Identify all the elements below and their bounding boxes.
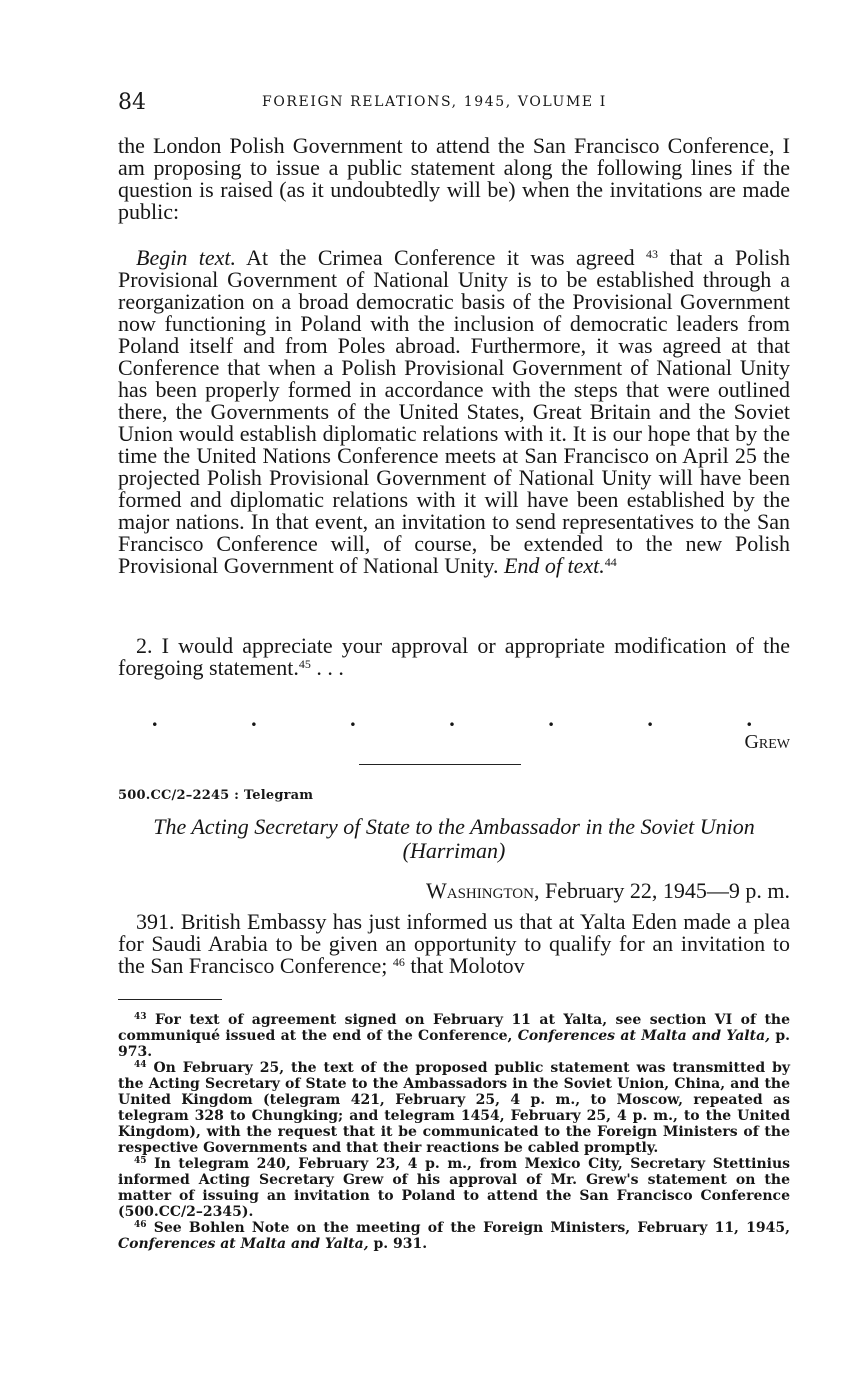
item391-text-part2: that Molotov	[410, 953, 525, 978]
numbered-paragraph-2	[118, 635, 790, 679]
footnote-ref-44: 44	[604, 555, 617, 569]
document-title-line: The Acting Secretary of State to the Ambassador in the Soviet Union	[153, 814, 755, 839]
footnote-45	[118, 1156, 790, 1220]
omission-dot: .	[449, 706, 455, 731]
page-header	[118, 90, 790, 116]
item2-ellipsis: . . .	[310, 655, 344, 680]
begin-text-label: Begin text.	[136, 245, 236, 270]
signature: Grew	[744, 731, 790, 753]
section-divider	[359, 764, 521, 765]
file-reference: 500.CC/2–2245 : Telegram	[118, 788, 314, 803]
footnote-text: In telegram 240, February 23, 4 p. m., from Mexico City, Secretary Stettinius informed Acting Secretary Grew of his approval of Mr. Grew's statement on the matter of issuing an invitation to Poland to attend the San Francisco Conference (500.CC/2–2345).	[118, 1156, 790, 1220]
omission-dot: .	[350, 706, 356, 731]
document-title	[118, 815, 790, 863]
running-title: FOREIGN RELATIONS, 1945, VOLUME I	[262, 94, 607, 110]
item391-text-part1: 391. British Embassy has just informed us that at Yalta Eden made a plea for Saudi Arabia to be given an opportunity to qualify for an invitation to the San Francisco Conference;	[118, 909, 790, 978]
footnote-divider	[118, 999, 222, 1000]
dateline-date: , February 22, 1945—9 p. m.	[533, 878, 790, 903]
footnote-43	[118, 1012, 790, 1060]
footnote-mark: 45	[134, 1156, 147, 1166]
document-recipient: (Harriman)	[402, 838, 506, 863]
omission-dot: .	[251, 706, 257, 731]
omission-dot: .	[548, 706, 554, 731]
quoted-statement	[118, 247, 790, 577]
omission-dot: .	[746, 706, 752, 731]
footnote-citation: Conferences at Malta and Yalta,	[118, 1236, 369, 1252]
footnote-mark: 44	[134, 1060, 147, 1070]
footnote-ref-45: 45	[298, 657, 311, 671]
footnote-text: For text of agreement signed on February 11 at Yalta, see section VI of the communiqué issued at the end of the Conference,	[118, 1012, 791, 1044]
omission-dot: .	[152, 706, 158, 731]
footnote-page: p. 931.	[373, 1236, 428, 1252]
quote-text-part2: that a Polish Provisional Government of National Unity is to be established through a reorganization on a broad democratic basis of the Provisional Government now functioning in Poland with the inclusion of democratic leaders from Poland itself and from Poles abroad. Furthermore, it was agreed at that Conference that when a Polish Provisional Government of National Unity has been properly formed in accordance with the steps that were outlined there, the Governments of the United States, Great Britain and the Soviet Union would establish diplomatic relations with it. It is our hope that by the time the United Nations Conference meets at San Francisco on April 25 the projected Polish Provisional Government of National Unity will have been formed and diplomatic relations with it will have been established by the major nations. In that event, an invitation to send representatives to the San Francisco Conference will, of course, be extended to the new Polish Provisional Government of National Unity.	[118, 245, 791, 578]
footnote-46	[118, 1220, 790, 1252]
item2-text: 2. I would appreciate your approval or appropriate modification of the foregoing statement.	[118, 633, 790, 680]
end-text-label: End of text.	[503, 553, 605, 578]
telegram-paragraph-391	[118, 911, 790, 977]
omission-dots	[152, 706, 752, 731]
footnote-44	[118, 1060, 790, 1156]
footnote-page: p. 973.	[118, 1028, 790, 1060]
opening-paragraph: the London Polish Government to attend the San Francisco Conference, I am proposing to issue a public statement along the following lines if the question is raised (as it undoubtedly will be) when the invitations are made public:	[118, 133, 790, 224]
footnote-citation: Conferences at Malta and Yalta,	[517, 1028, 771, 1044]
footnote-text: See Bohlen Note on the meeting of the Foreign Ministers, February 11, 1945,	[153, 1220, 790, 1236]
footnote-ref-46: 46	[392, 955, 405, 969]
dateline-place: Washington	[425, 878, 534, 903]
footnote-ref-43: 43	[646, 247, 659, 261]
dateline	[426, 878, 790, 904]
footnote-mark: 46	[134, 1220, 147, 1230]
omission-dot: .	[647, 706, 653, 731]
footnote-text: On February 25, the text of the proposed public statement was transmitted by the Acting Secretary of State to the Ambassadors in the Soviet Union, China, and the United Kingdom (telegram 421, February 25, 4 p. m., to Moscow, repeated as telegram 328 to Chungking; and telegram 1454, February 25, 4 p. m., to the United Kingdom), with the request that it be communicated to the Foreign Ministers of the respective Governments and that their reactions be cabled promptly.	[118, 1060, 790, 1156]
page-number: 84	[118, 90, 146, 115]
quote-text-part1: At the Crimea Conference it was agreed	[246, 245, 635, 270]
footnote-mark: 43	[134, 1012, 147, 1022]
footnotes	[118, 1012, 790, 1252]
